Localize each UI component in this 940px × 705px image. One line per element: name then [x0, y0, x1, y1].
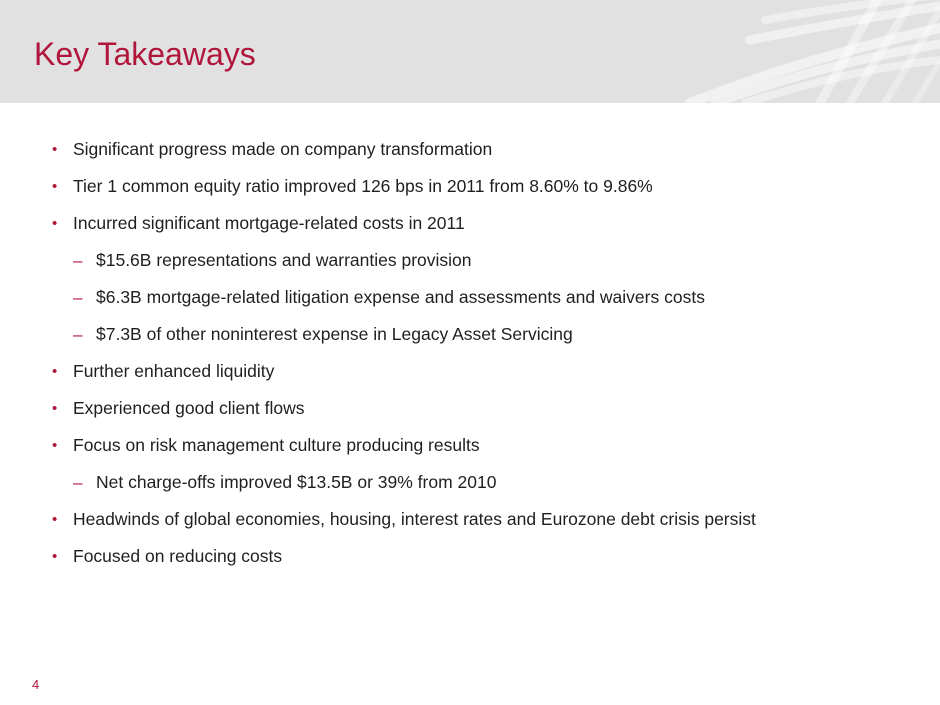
bullet-text: Significant progress made on company transformation [73, 139, 493, 159]
bullet-text: Focused on reducing costs [73, 546, 283, 566]
bullet-marker: • [52, 141, 58, 158]
bullet-marker: • [52, 178, 58, 195]
header-banner [0, 0, 940, 103]
bullet-text: Headwinds of global economies, housing, interest rates and Eurozone debt crisis persist [73, 509, 756, 529]
bullet-marker: • [52, 215, 58, 232]
bullet-marker: • [52, 363, 58, 380]
bullet-text: $6.3B mortgage-related litigation expense and assessments and waivers costs [96, 287, 705, 307]
sub-bullet-item [0, 279, 940, 316]
bullet-item [0, 427, 940, 464]
bullet-marker: • [52, 511, 58, 528]
bullet-item [0, 205, 940, 242]
bullet-marker: • [52, 548, 58, 565]
sub-bullet-item [0, 464, 940, 501]
bullet-item [0, 501, 940, 538]
bullet-text: $15.6B representations and warranties provision [96, 250, 472, 270]
bullet-text: Incurred significant mortgage-related costs in 2011 [73, 213, 465, 233]
bullet-item [0, 538, 940, 575]
page-number: 4 [32, 677, 40, 692]
bullet-text: Focus on risk management culture producing results [73, 435, 480, 455]
bullet-item [0, 168, 940, 205]
flag-pattern-icon [520, 0, 940, 103]
bullet-marker: • [52, 400, 58, 417]
dash-marker: – [73, 473, 83, 492]
sub-bullet-item [0, 242, 940, 279]
dash-marker: – [73, 325, 83, 344]
dash-marker: – [73, 288, 83, 307]
bullet-text: Net charge-offs improved $13.5B or 39% from 2010 [96, 472, 497, 492]
bullet-marker: • [52, 437, 58, 454]
bullet-text: Tier 1 common equity ratio improved 126 bps in 2011 from 8.60% to 9.86% [73, 176, 653, 196]
bullet-item [0, 131, 940, 168]
bullet-item [0, 390, 940, 427]
slide-title: Key Takeaways [34, 36, 256, 72]
bullet-text: Further enhanced liquidity [73, 361, 275, 381]
bullet-list [0, 131, 940, 575]
bullet-text: Experienced good client flows [73, 398, 305, 418]
sub-bullet-item [0, 316, 940, 353]
bullet-item [0, 353, 940, 390]
dash-marker: – [73, 251, 83, 270]
bullet-text: $7.3B of other noninterest expense in Legacy Asset Servicing [96, 324, 573, 344]
